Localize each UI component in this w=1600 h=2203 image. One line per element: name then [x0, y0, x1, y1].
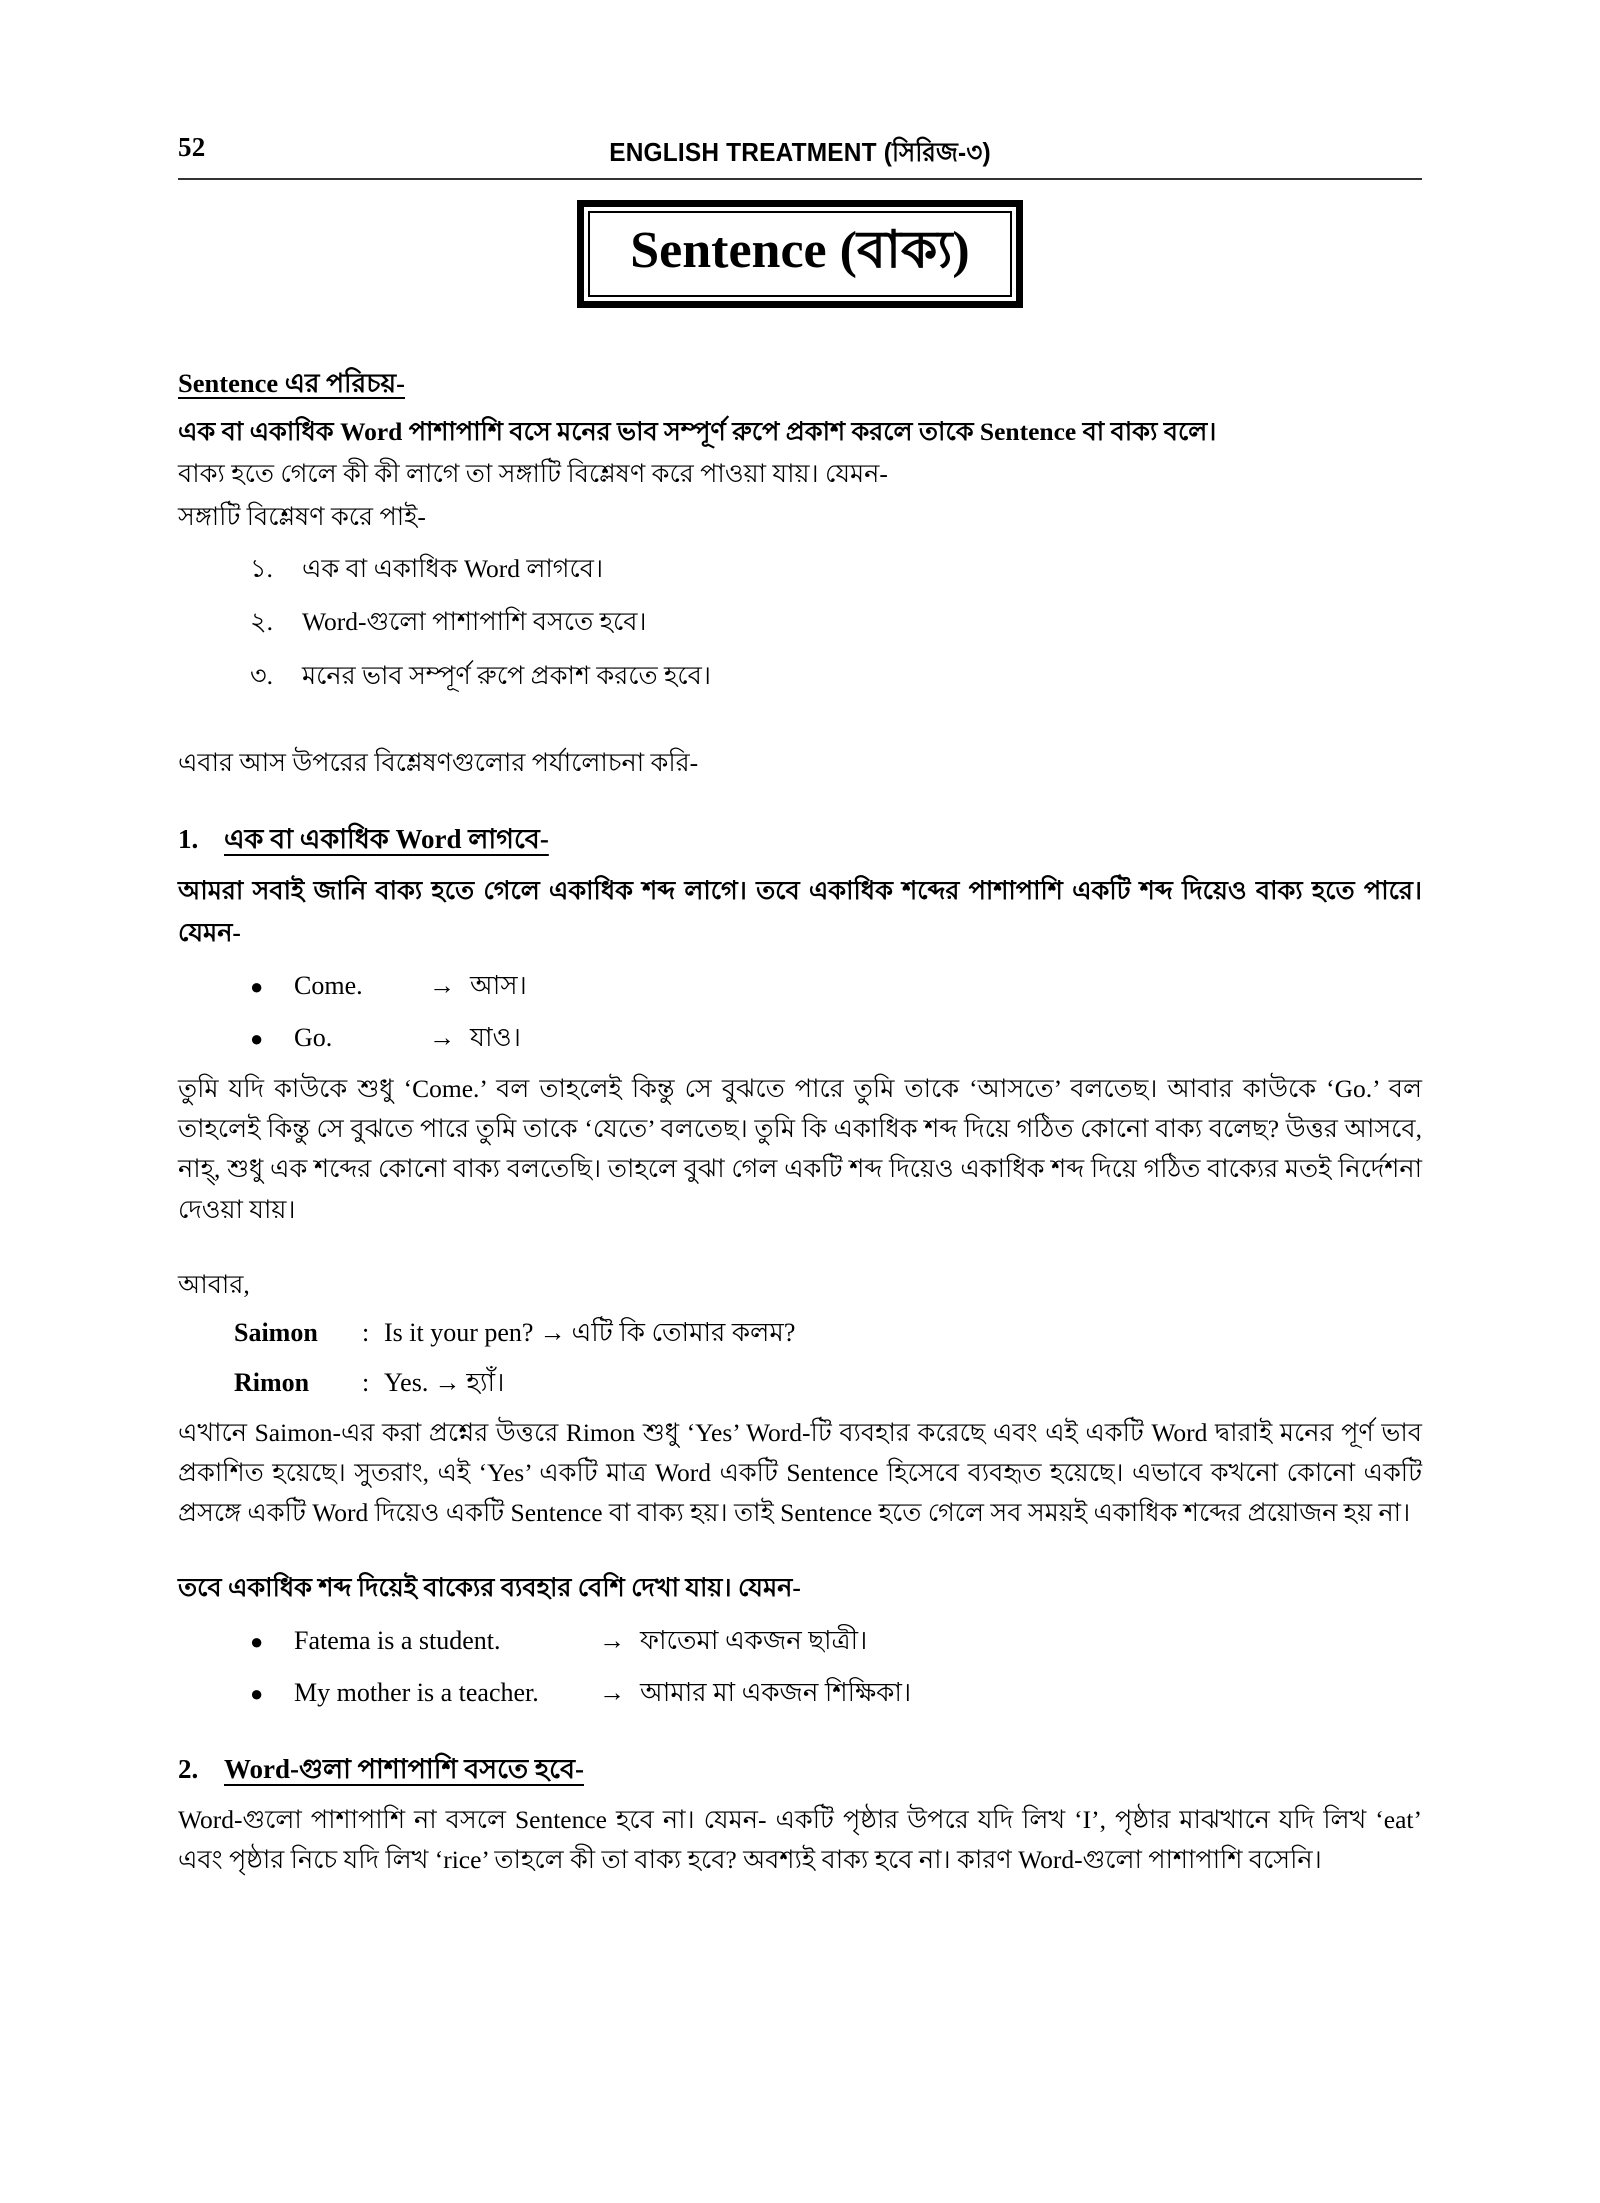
list-item-number: ১. — [250, 554, 273, 584]
example-english: Fatema is a student. — [294, 1625, 501, 1655]
list-item — [250, 548, 1422, 589]
example-bangla: আস। — [470, 970, 527, 1000]
list-item — [250, 965, 1422, 1007]
list-item — [250, 655, 1422, 696]
dialogue-colon: : — [362, 1318, 370, 1348]
list-item-label: মনের ভাব সম্পূর্ণ রুপে প্রকাশ করতে হবে। — [302, 660, 711, 690]
list-item — [250, 1017, 1422, 1059]
intro-heading-text: Sentence এর পরিচয়- — [178, 368, 405, 399]
dialogue-english: Yes. — [384, 1368, 429, 1398]
dialogue-bangla: এটি কি তোমার কলম? — [571, 1318, 796, 1348]
intro-paragraph-3: সঙ্গাটি বিশ্লেষণ করে পাই- — [178, 501, 426, 531]
bullet-icon: ● — [250, 1680, 264, 1706]
point-1-examples — [178, 965, 1422, 1059]
abar-label: আবার, — [178, 1270, 250, 1300]
intro-paragraph-2: বাক্য হতে গেলে কী কী লাগে তা সঙ্গাটি বিশ্লেষণ করে পাওয়া যায়। যেমন- — [178, 459, 888, 489]
arrow-icon: → — [434, 1368, 461, 1398]
arrow-icon: → — [599, 1625, 625, 1655]
list-item — [250, 1672, 1422, 1714]
dialogue-speaker: Rimon — [234, 1368, 310, 1398]
title-outer-border — [577, 200, 1023, 308]
arrow-icon: → — [429, 1022, 455, 1052]
title-inner-border — [588, 211, 1012, 297]
list-item — [250, 601, 1422, 642]
dialogue-speaker: Saimon — [234, 1318, 318, 1348]
multi-word-lead: তবে একাধিক শব্দ দিয়েই বাক্যের ব্যবহার বেশি দেখা যায়। যেমন- — [178, 1573, 801, 1603]
dialogue-bangla: হ্যাঁ। — [466, 1368, 505, 1398]
point-2-heading — [178, 1748, 1422, 1792]
dialogue-block — [178, 1312, 1422, 1404]
point-1-heading — [178, 818, 1422, 862]
multi-word-examples — [178, 1620, 1422, 1714]
requirements-list — [178, 548, 1422, 696]
chapter-title-container — [0, 200, 1600, 308]
example-bangla: যাও। — [470, 1022, 521, 1052]
point-1-heading-text: এক বা একাধিক Word লাগবে- — [224, 824, 549, 855]
list-item — [250, 1620, 1422, 1662]
point-2-paragraph: Word-গুলো পাশাপাশি না বসলে Sentence হবে না। যেমন- একটি পৃষ্ঠার উপরে যদি লিখ ‘I’, পৃষ্ঠার মাঝখানে যদি লিখ ‘eat’ এবং পৃষ্ঠার নিচে যদি লিখ ‘rice’ তাহলে কী তা বাক্য হবে? অবশ্যই বাক্য হবে না। কারণ Word-গুলো পাশাপাশি বসেনি। — [178, 1804, 1422, 1874]
chapter-title: Sentence (বাক্য) — [630, 222, 970, 279]
page-header — [178, 132, 1422, 178]
point-2-index: 2. — [178, 1753, 199, 1784]
book-title: ENGLISH TREATMENT (সিরিজ-৩) — [609, 137, 991, 167]
spacer — [178, 1533, 1422, 1567]
example-english: My mother is a teacher. — [294, 1677, 539, 1707]
dialogue-line — [234, 1312, 1422, 1354]
point-1-explanation: তুমি যদি কাউকে শুধু ‘Come.’ বল তাহলেই কিন্তু সে বুঝতে পারে তুমি তাকে ‘আসতে’ বলতেছ। আবার কাউকে ‘Go.’ বল তাহলেই কিন্তু সে বুঝতে পারে তুমি তাকে ‘যেতে’ বলতেছ। তুমি কি একাধিক শব্দ দিয়ে গঠিত কোনো বাক্য বলেছ? উত্তর আসবে, নাহ্, শুধু এক শব্দের কোনো বাক্য বলতেছি। তাহলে বুঝা গেল একটি শব্দ দিয়েও একাধিক শব্দ দিয়ে গঠিত বাক্যের মতই নির্দেশনা দেওয়া যায়। — [178, 1073, 1422, 1224]
spacer — [178, 708, 1422, 742]
example-bangla: ফাতেমা একজন ছাত্রী। — [640, 1625, 868, 1655]
arrow-icon: → — [429, 970, 455, 1000]
point-2-heading-text: Word-গুলা পাশাপাশি বসতে হবে- — [224, 1753, 584, 1784]
point-1-paragraph: আমরা সবাই জানি বাক্য হতে গেলে একাধিক শব্দ লাগে। তবে একাধিক শব্দের পাশাপাশি একটি শব্দ দিয়েও বাক্য হতে পারে। যেমন- — [178, 876, 1422, 948]
review-line: এবার আস উপরের বিশ্লেষণগুলোর পর্যালোচনা করি- — [178, 747, 699, 777]
dialogue-explanation: এখানে Saimon-এর করা প্রশ্নের উত্তরে Rimon শুধু ‘Yes’ Word-টি ব্যবহার করেছে এবং এই একটি Word দ্বারাই মনের পূর্ণ ভাব প্রকাশিত হয়েছে। সুতরাং, এই ‘Yes’ একটি মাত্র Word একটি Sentence হিসেবে ব্যবহৃত হয়েছে। এভাবে কখনো কোনো একটি প্রসঙ্গে একটি Word দিয়েও একটি Sentence বা বাক্য হয়। তাই Sentence হতে গেলে সব সময়ই একাধিক শব্দের প্রয়োজন হয় না। — [178, 1417, 1422, 1528]
example-english: Come. — [294, 970, 363, 1000]
arrow-icon: → — [539, 1318, 566, 1348]
header-divider — [178, 178, 1422, 180]
bullet-icon: ● — [250, 1025, 264, 1051]
page-number: 52 — [178, 132, 206, 162]
arrow-icon: → — [599, 1677, 625, 1707]
dialogue-english: Is it your pen? — [384, 1318, 534, 1348]
bullet-icon: ● — [250, 973, 264, 999]
document-page — [0, 132, 1600, 2203]
example-english: Go. — [294, 1022, 333, 1052]
intro-paragraph-1: এক বা একাধিক Word পাশাপাশি বসে মনের ভাব সম্পূর্ণ রুপে প্রকাশ করলে তাকে Sentence বা বাক্য বলে। — [178, 417, 1217, 447]
point-1-index: 1. — [178, 824, 199, 855]
dialogue-colon: : — [362, 1368, 370, 1398]
intro-heading — [178, 362, 1422, 405]
dialogue-line — [234, 1362, 1422, 1404]
bullet-icon: ● — [250, 1628, 264, 1654]
example-bangla: আমার মা একজন শিক্ষিকা। — [640, 1677, 912, 1707]
page-content — [178, 362, 1422, 1880]
header-row — [178, 132, 1422, 172]
list-item-number: ২. — [250, 607, 273, 637]
list-item-label: Word-গুলো পাশাপাশি বসতে হবে। — [302, 607, 647, 637]
list-item-number: ৩. — [250, 660, 273, 690]
spacer — [178, 1230, 1422, 1264]
list-item-label: এক বা একাধিক Word লাগবে। — [302, 554, 604, 584]
